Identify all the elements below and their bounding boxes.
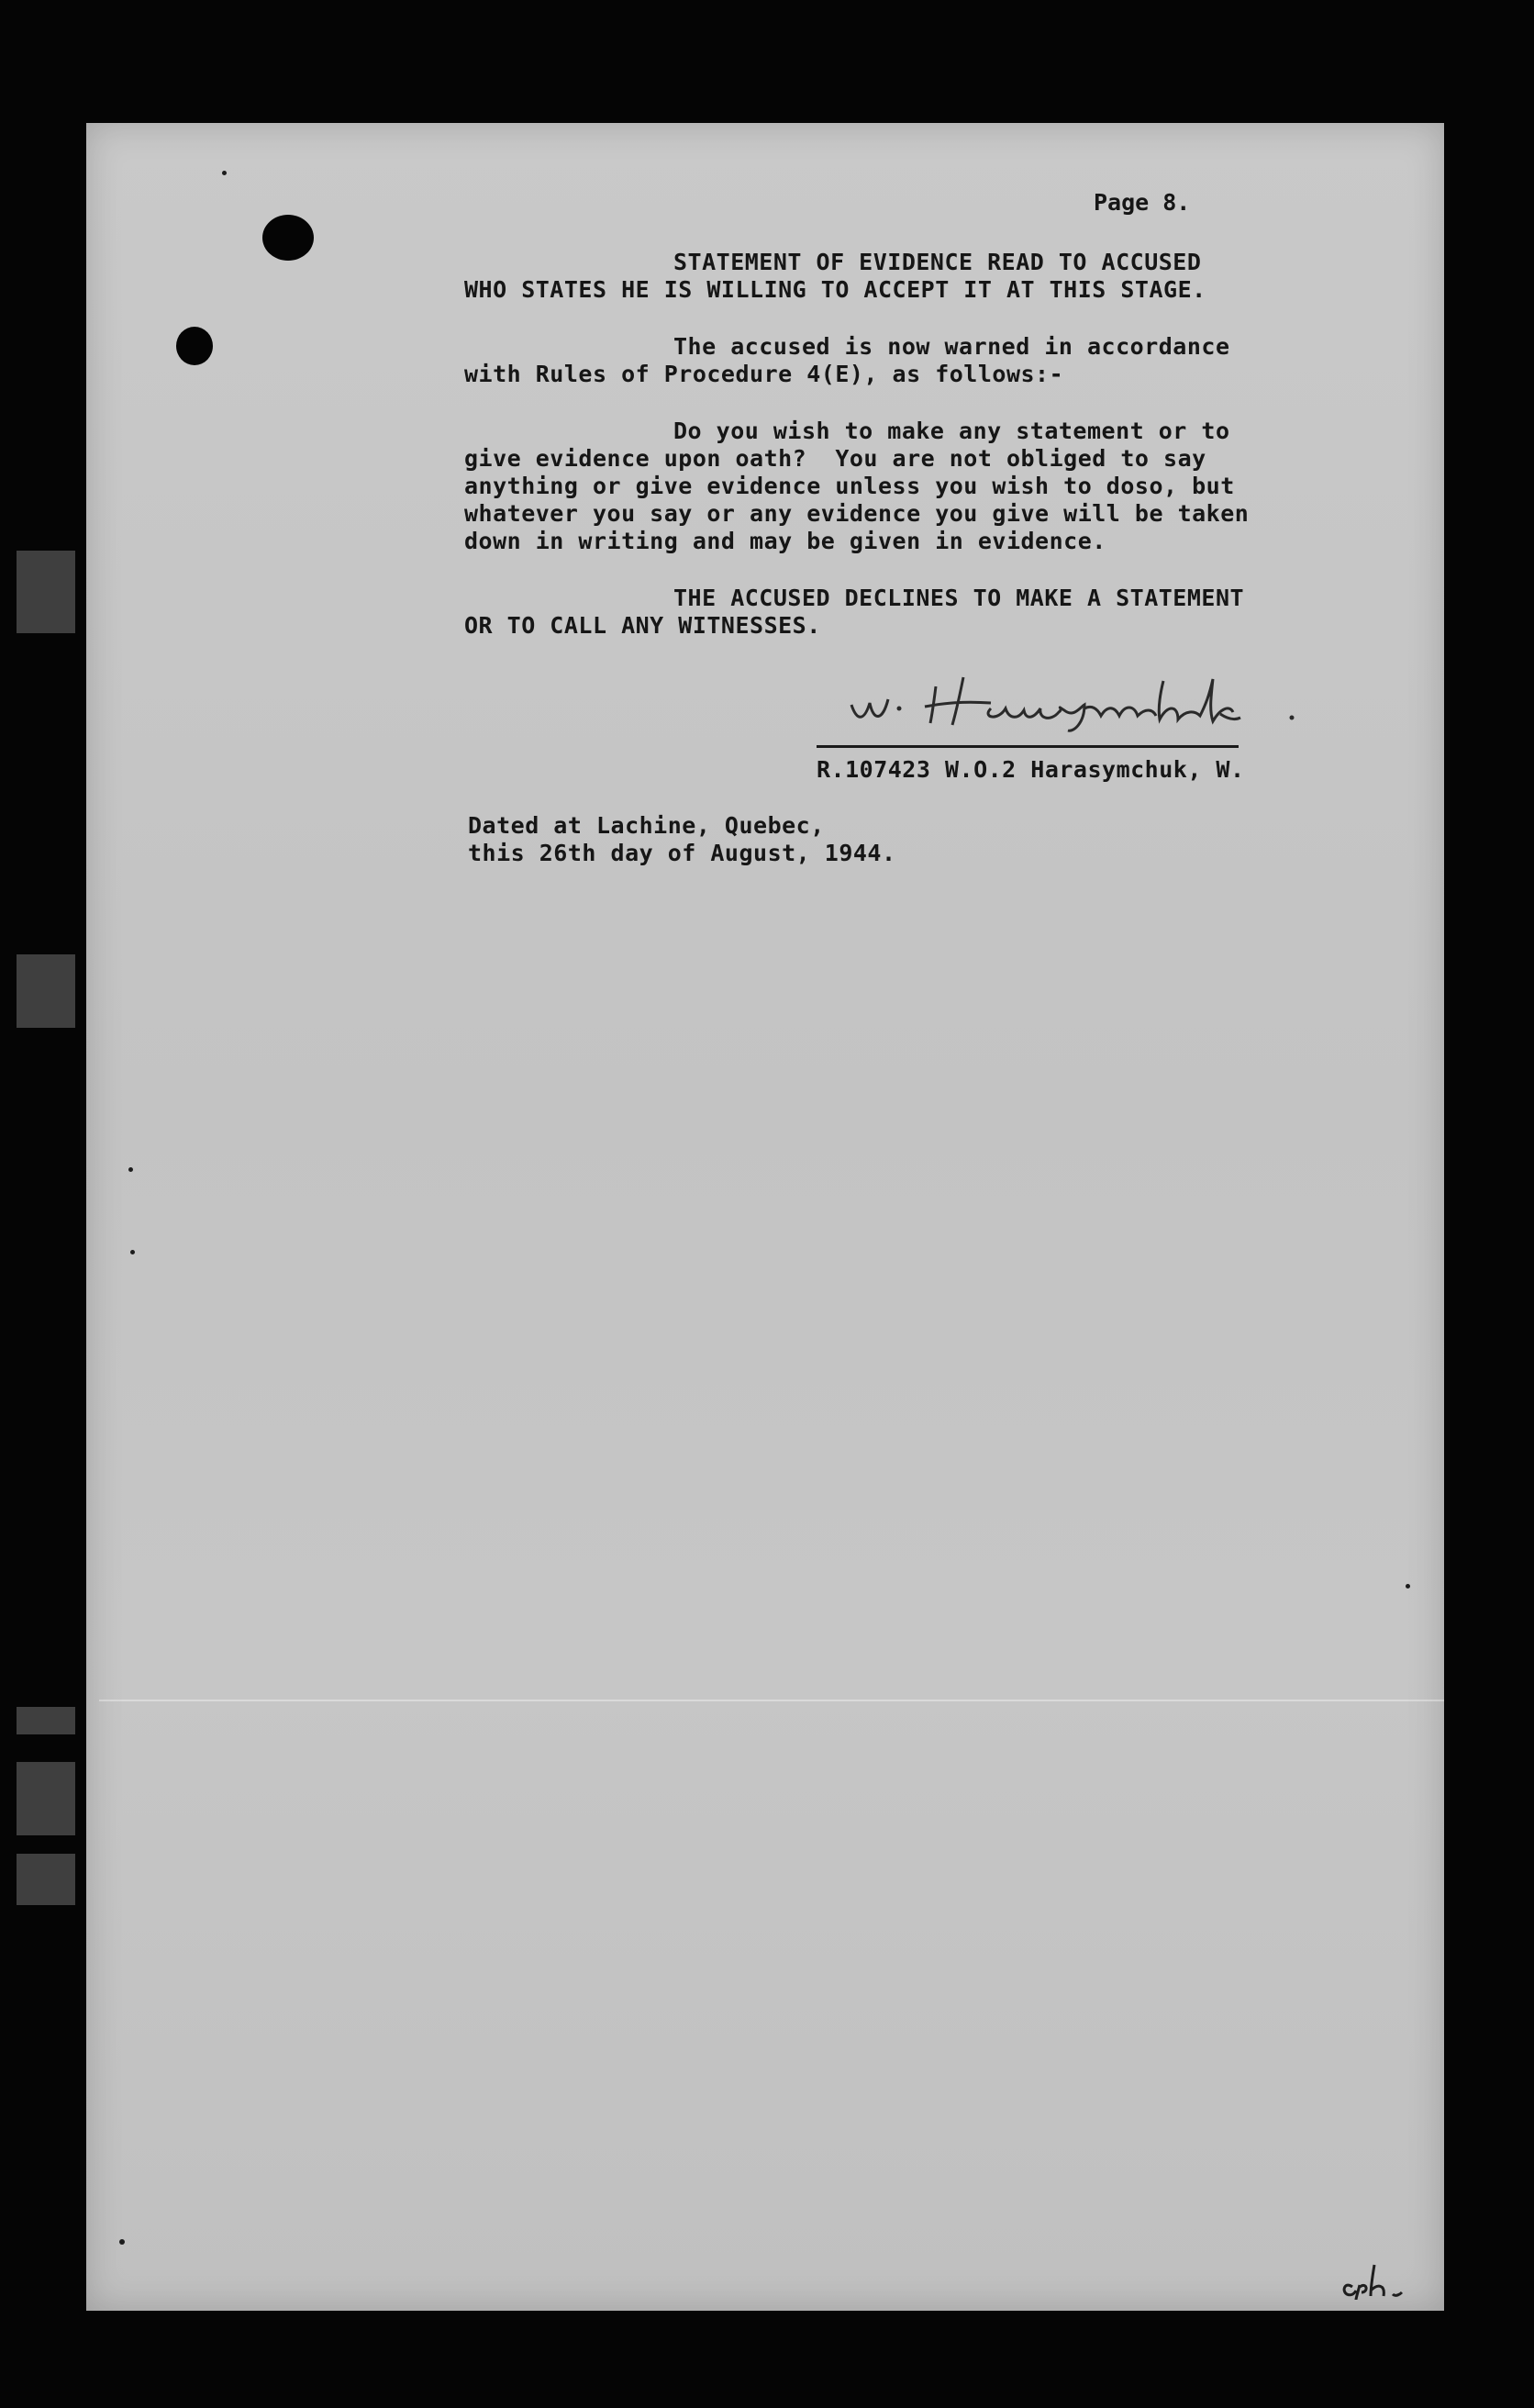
warning-line-2: with Rules of Procedure 4(E), as follows:- [464,361,1064,387]
page-number: Page 8. [1094,189,1191,216]
declines-line-2: OR TO CALL ANY WITNESSES. [464,612,821,639]
scan-speck [128,1167,133,1172]
signature-line [817,745,1239,748]
scan-speck [222,171,227,175]
punch-hole [176,327,213,365]
caution-line-1: Do you wish to make any statement or to [673,418,1230,444]
punch-hole [262,215,314,261]
caution-line-5: down in writing and may be given in evidence. [464,528,1106,554]
marginal-initials [1338,2259,1411,2300]
caution-line-3: anything or give evidence unless you wish to doso, but [464,473,1235,499]
handwritten-signature [844,668,1303,732]
scan-speck [119,2239,125,2245]
heading-line-1: STATEMENT OF EVIDENCE READ TO ACCUSED [673,249,1202,275]
declines-line-1: THE ACCUSED DECLINES TO MAKE A STATEMENT [673,585,1245,611]
fold-line [99,1700,1444,1701]
dated-line-1: Dated at Lachine, Quebec, [468,812,825,839]
scan-speck [130,1250,135,1254]
dated-line-2: this 26th day of August, 1944. [468,840,896,866]
film-edge-mark [17,1762,75,1835]
scan-speck [1406,1584,1410,1589]
film-edge-mark [17,1854,75,1905]
warning-line-1: The accused is now warned in accordance [673,333,1230,360]
film-edge-mark [17,1707,75,1734]
signatory-name: R.107423 W.O.2 Harasymchuk, W. [817,756,1245,783]
caution-line-4: whatever you say or any evidence you give will be taken [464,500,1250,527]
heading-line-2: WHO STATES HE IS WILLING TO ACCEPT IT AT THIS STAGE. [464,276,1206,303]
film-edge-mark [17,954,75,1028]
film-edge-mark [17,551,75,633]
caution-line-2: give evidence upon oath? You are not obliged to say [464,445,1206,472]
